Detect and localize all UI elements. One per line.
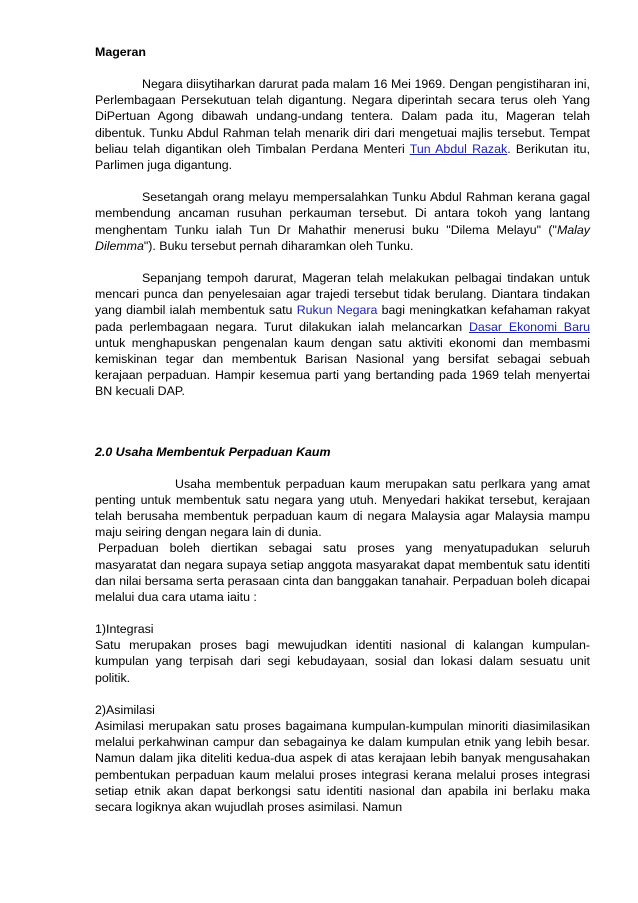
paragraph-perpaduan-2: Perpaduan boleh diertikan sebagai satu proses yang menyatupadukan seluruh masyaratat dan negara supaya setiap anggota masyarakat dapat membentuk satu identiti dan nilai bersama serta perasaan cinta dan banggakan tanahair. Perpaduan boleh dicapai melalui dua cara utama iaitu : [95, 541, 590, 605]
section-title-mageran: Mageran [95, 45, 146, 59]
paragraph-perpaduan-1: Usaha membentuk perpaduan kaum merupakan satu perlkara yang amat penting untuk membentuk satu negara yang utuh. Menyedari hakikat tersebut, kerajaan telah berusaha membentuk perpaduan kaum di negara Malaysia agar Malaysia mampu maju seiring dengan negara lain di dunia. [95, 476, 590, 540]
section-title-perpaduan: 2.0 Usaha Membentuk Perpaduan Kaum [95, 444, 331, 459]
paragraph-asimilasi: Asimilasi merupakan satu proses bagaimana kumpulan-kumpulan minoriti diasimilasikan melalui perkahwinan campur dan sebagainya ke dalam kumpulan etnik yang lebih besar. Namun dalam jika diteliti kedua-dua aspek di atas kerajaan lebih banyak mengusahakan pembentukan perpaduan kaum melalui proses integrasi kerana melalui proses integrasi setiap etnik akan dapat berkongsi satu identiti nasional dan apabila ini berlaku maka secara logiknya akan wujudlah proses asimilasi. Namun [95, 718, 590, 814]
italic-title-malay-dilemma: Malay Dilemma [95, 222, 590, 253]
text-run: Sepanjang tempoh darurat, Mageran telah melakukan pelbagai tindakan untuk mencari punca dan penyelesaian agar trajedi tersebut tidak berulang. Diantara tindakan yang diambil ialah membentuk satu [95, 271, 590, 318]
document-page [95, 44, 590, 815]
text-run: . Berikutan itu, Parlimen juga digantung. [95, 141, 591, 173]
paragraph-mageran-1 [95, 76, 590, 173]
item-title-integrasi: 1)Integrasi [95, 622, 154, 637]
paragraph-integrasi: Satu merupakan proses bagi mewujudkan identiti nasional di kalangan kumpulan-kumpulan yang terpisah dari segi kebudayaan, sosial dan lokasi dalam sesuatu unit politik. [95, 638, 590, 685]
text-run: Negara diisytiharkan darurat pada malam 16 Mei 1969. Dengan pengistiharan ini, Perlembagaan Persekutuan telah digantung. Negara diperintah secara terus oleh Yang DiPertuan Agong dibawah undang-undang tentera. Dalam pada itu, Mageran telah dibentuk. Tunku Abdul Rahman telah menarik diri dari mengetuai majlis tersebut. Tempat beliau telah digantikan oleh Timbalan Perdana Menteri [95, 77, 590, 156]
item-title-asimilasi: 2)Asimilasi [95, 702, 155, 717]
text-run: untuk menghapuskan pengenalan kaum dengan satu aktiviti ekonomi dan membasmi kemiskinan tegar dan membentuk Barisan Nasional yang bersifat sebagai sebuah kerajaan perpaduan. Hampir kesemua parti yang bertanding pada 1969 telah menyertai BN kecuali DAP. [95, 335, 590, 399]
paragraph-mageran-3 [95, 270, 590, 400]
text-run: "). Buku tersebut pernah diharamkan oleh Tunku. [143, 238, 414, 253]
text-run: Sesetangah orang melayu mempersalahkan Tunku Abdul Rahman kerana gagal membendung ancaman rusuhan perkauman tersebut. Di antara tokoh yang lantang menghentam Tunku ialah Tun Dr Mahathir menerusi buku "Dilema Melayu" (" [95, 190, 590, 237]
link-tun-abdul-razak[interactable]: Tun Abdul Razak [409, 141, 508, 156]
text-run: bagi meningkatkan kefahaman rakyat pada perlembagaan negara. Turut dilakukan ialah melancarkan [95, 303, 590, 334]
link-rukun-negara[interactable]: Rukun Negara [296, 303, 378, 318]
paragraph-mageran-2 [95, 189, 590, 254]
link-dasar-ekonomi-baru[interactable]: Dasar Ekonomi Baru [468, 319, 590, 334]
